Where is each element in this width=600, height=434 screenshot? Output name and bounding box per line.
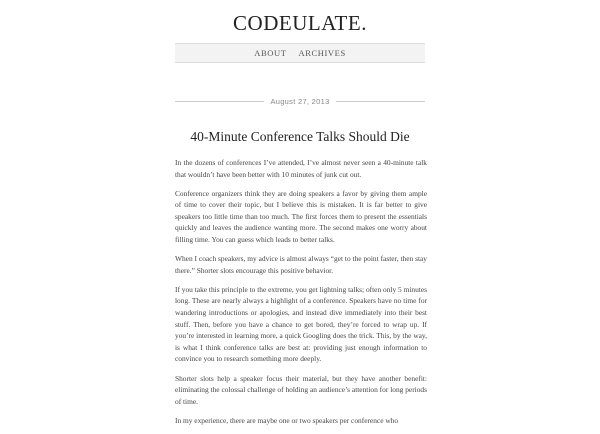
paragraph: In my experience, there are maybe one or two speakers per conference who	[175, 415, 399, 425]
nav-item-about[interactable]: ABOUT	[254, 48, 287, 58]
divider-left	[175, 101, 264, 102]
post-date-row	[175, 96, 425, 106]
paragraph: Shorter slots help a speaker focus their material, but they have another benefit: eliminating the colossal challenge of holding an audience’s attention for long periods of time.	[175, 373, 427, 406]
post-date[interactable]: August 27, 2013	[270, 96, 330, 106]
site-title[interactable]: CODEULATE.	[233, 11, 367, 35]
paragraph: In the dozens of conferences I’ve attended, I’ve almost never seen a 40-minute talk that wouldn’t have been better with 10 minutes of junk cut out.	[175, 158, 427, 179]
divider-right	[336, 101, 425, 102]
post-content	[175, 157, 427, 434]
main-nav	[175, 43, 425, 63]
nav-item-archives[interactable]: ARCHIVES	[298, 48, 346, 58]
paragraph: If you take this principle to the extreme, you get lightning talks; often only 5 minutes long. These are nearly always a highlight of a conference. Speakers have no time for wandering introductions or apologies, and instead dive immediately into their best stuff. Then, before you have a chance to get bored, they’re forced to wrap up. If you’re interested in learning more, a quick Googling does the trick. This, by the way, is what I think conference talks are best at: providing just enough information to convince you to research something more deeply.	[175, 284, 427, 364]
paragraph: When I coach speakers, my advice is almost always “get to the point faster, then stay there.” Shorter slots encourage this positive behavior.	[175, 254, 427, 275]
post-title[interactable]: 40-Minute Conference Talks Should Die	[190, 129, 410, 144]
paragraph: Conference organizers think they are doing speakers a favor by giving them ample of time to cover their topic, but I believe this is mistaken. It is far better to give speakers too little time than too much. The first forces them to present the essentials quickly and leaves the audience wanting more. The second makes one worry about filling time. You can guess which leads to better talks.	[175, 188, 427, 245]
